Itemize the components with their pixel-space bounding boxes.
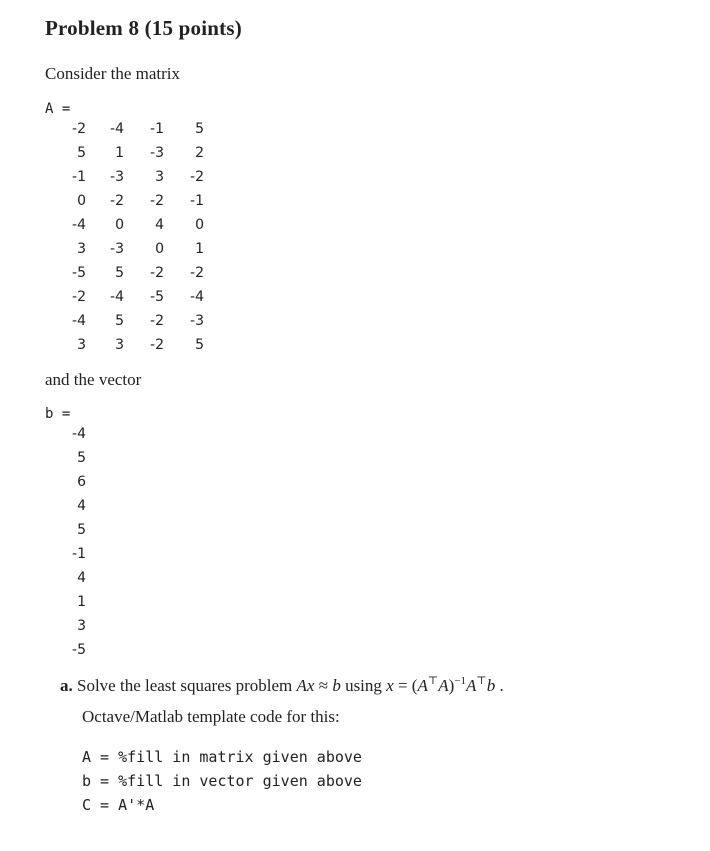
matrix-cell: 3 (115, 337, 124, 353)
vector-row (50, 470, 86, 494)
code-line-2: b = %fill in vector given above (82, 772, 362, 790)
eq-a3: A (466, 676, 477, 695)
matrix-cell: -4 (72, 313, 86, 329)
problem-title: Problem 8 (15 points) (45, 16, 242, 40)
matrix-row (50, 237, 204, 261)
vector-b (50, 422, 86, 662)
matrix-cell: 2 (195, 145, 204, 161)
matrix-cell: -2 (150, 337, 164, 353)
code-line-3: C = A'*A (82, 796, 155, 814)
part-a-text: Solve the least squares problem (77, 676, 293, 695)
matrix-cell: -4 (190, 289, 204, 305)
matrix-cell: -2 (190, 169, 204, 185)
eq-transpose-1: ⊤ (427, 675, 439, 687)
eq-close-paren: ) (448, 676, 455, 695)
template-note: Octave/Matlab template code for this: (82, 707, 340, 726)
matrix-row (50, 141, 204, 165)
eq-approx: ≈ (318, 676, 329, 695)
eq-transpose-2: ⊤ (476, 675, 487, 687)
matrix-cell: 1 (195, 241, 204, 257)
matrix-cell: 5 (195, 337, 204, 353)
matrix-cell: -5 (72, 265, 86, 281)
matrix-cell: -2 (190, 265, 204, 281)
matrix-cell: -1 (190, 193, 204, 209)
vector-row (50, 542, 86, 566)
matrix-row (50, 117, 204, 141)
eq-b-rhs: b (486, 676, 496, 695)
matrix-cell: -4 (110, 289, 124, 305)
matrix-cell: -4 (110, 121, 124, 137)
matrix-cell: 1 (115, 145, 124, 161)
vector-cell: -1 (72, 546, 86, 562)
vector-label: b = (45, 406, 71, 422)
matrix-cell: 5 (195, 121, 204, 137)
vector-intro-text: and the vector (45, 370, 142, 389)
part-a (60, 674, 504, 696)
vector-row (50, 446, 86, 470)
matrix-cell: 4 (155, 217, 164, 233)
vector-row (50, 422, 86, 446)
matrix-cell: -3 (150, 145, 164, 161)
matrix-cell: -2 (72, 289, 86, 305)
part-a-marker: a. (60, 676, 73, 695)
vector-cell: 1 (77, 594, 86, 610)
matrix-row (50, 333, 204, 357)
matrix-row (50, 285, 204, 309)
code-line-1: A = %fill in matrix given above (82, 748, 362, 766)
matrix-cell: -4 (72, 217, 86, 233)
eq-ax: Ax (296, 676, 315, 695)
matrix-cell: -1 (72, 169, 86, 185)
matrix-cell: 5 (115, 313, 124, 329)
matrix-cell: 0 (77, 193, 86, 209)
matrix-cell: -2 (150, 265, 164, 281)
eq-b: b (332, 676, 341, 695)
matrix-cell: 5 (115, 265, 124, 281)
eq-x: x (386, 676, 394, 695)
matrix-cell: 3 (155, 169, 164, 185)
vector-cell: -4 (72, 426, 86, 442)
matrix-cell: -1 (150, 121, 164, 137)
vector-cell: -5 (72, 642, 86, 658)
matrix-cell: -5 (150, 289, 164, 305)
matrix-cell: -2 (110, 193, 124, 209)
matrix-label: A = (45, 101, 71, 117)
matrix-cell: -2 (150, 193, 164, 209)
matrix-cell: 0 (195, 217, 204, 233)
eq-equals: = (397, 676, 408, 695)
eq-a1: A (417, 676, 428, 695)
matrix-row (50, 213, 204, 237)
vector-cell: 4 (77, 498, 86, 514)
matrix-cell: 3 (77, 241, 86, 257)
matrix-intro-text: Consider the matrix (45, 64, 181, 83)
matrix-cell: -3 (190, 313, 204, 329)
matrix-cell: 5 (77, 145, 86, 161)
eq-period: . (499, 676, 504, 695)
eq-a2: A (438, 676, 449, 695)
vector-row (50, 614, 86, 638)
matrix-cell: 3 (77, 337, 86, 353)
matrix-cell: 0 (155, 241, 164, 257)
matrix-cell: 0 (115, 217, 124, 233)
matrix-cell: -2 (72, 121, 86, 137)
vector-cell: 5 (77, 522, 86, 538)
vector-cell: 4 (77, 570, 86, 586)
eq-formula (412, 676, 495, 695)
vector-cell: 3 (77, 618, 86, 634)
part-a-using: using (345, 676, 382, 695)
matrix-cell: -3 (110, 169, 124, 185)
vector-cell: 6 (77, 474, 86, 490)
vector-row (50, 638, 86, 662)
vector-row (50, 518, 86, 542)
matrix-a (50, 117, 204, 357)
eq-open-paren: ( (411, 676, 418, 695)
matrix-row (50, 261, 204, 285)
vector-cell: 5 (77, 450, 86, 466)
vector-row (50, 494, 86, 518)
vector-row (50, 566, 86, 590)
eq-inverse: −1 (454, 675, 466, 687)
matrix-cell: -2 (150, 313, 164, 329)
matrix-row (50, 165, 204, 189)
matrix-row (50, 309, 204, 333)
matrix-row (50, 189, 204, 213)
matrix-cell: -3 (110, 241, 124, 257)
vector-row (50, 590, 86, 614)
